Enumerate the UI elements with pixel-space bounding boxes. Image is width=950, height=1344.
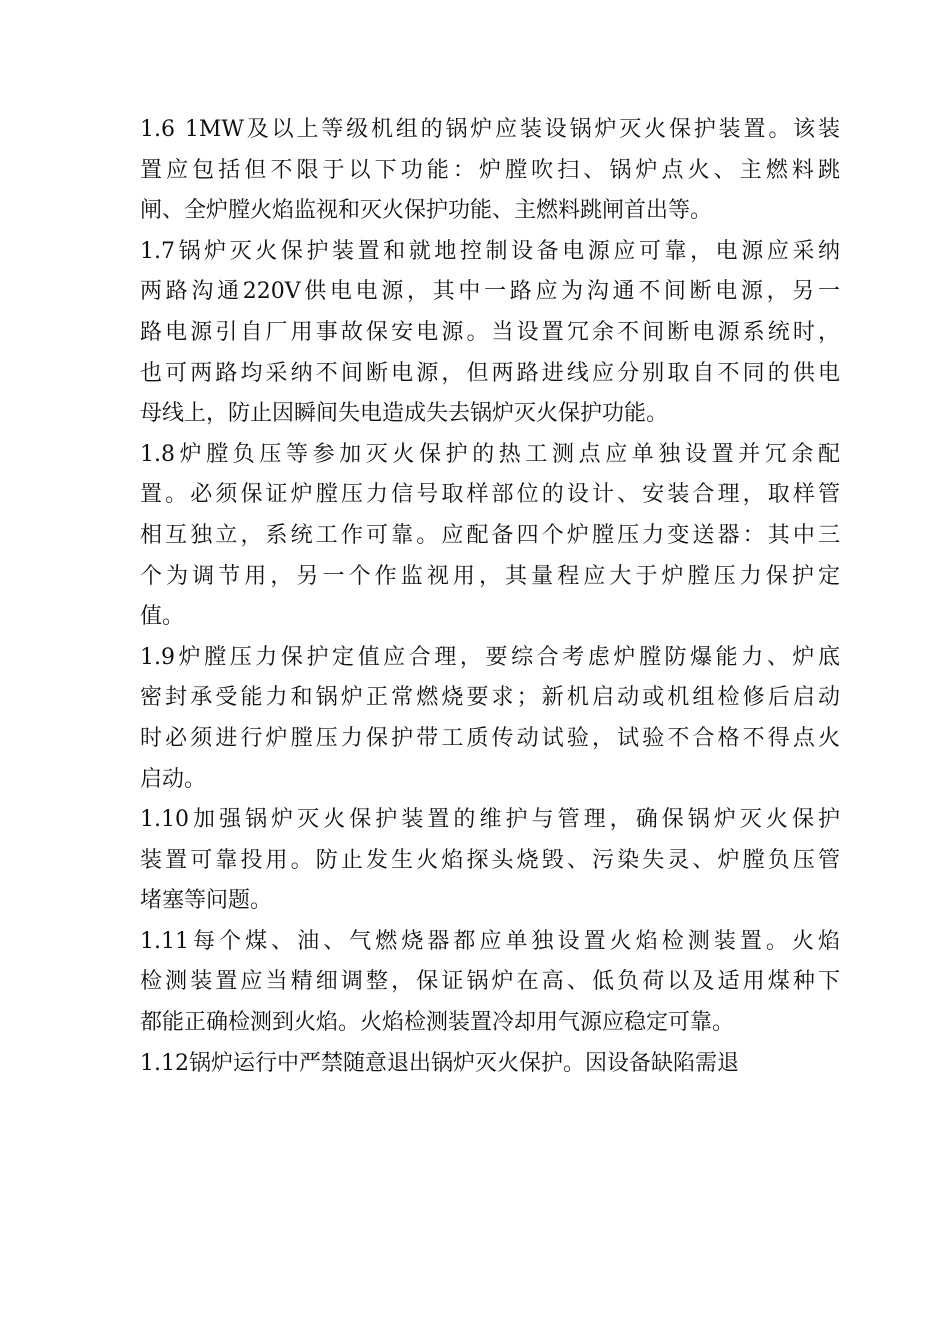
text-line: 启动。 <box>140 766 207 792</box>
text-line: 1.11每个煤、油、气燃烧器都应单独设置火焰检测装置。火焰 <box>140 928 840 954</box>
text-line: 个为调节用，另一个作监视用，其量程应大于炉膛压力保护定 <box>140 563 840 589</box>
text-line: 置。必须保证炉膛压力信号取样部位的设计、安装合理，取样管 <box>140 482 840 508</box>
text-line: 都能正确检测到火焰。火焰检测装置冷却用气源应稳定可靠。 <box>140 1010 735 1036</box>
text-line: 母线上，防止因瞬间失电造成失去锅炉灭火保护功能。 <box>140 401 669 427</box>
text-line: 路电源引自厂用事故保安电源。当设置冗余不间断电源系统时， <box>140 319 840 345</box>
text-line: 闸、全炉膛火焰监视和灭火保护功能、主燃料跳闸首出等。 <box>140 198 713 224</box>
text-line: 1.6 1MW及以上等级机组的锅炉应装设锅炉灭火保护装置。该装 <box>140 117 840 142</box>
text-line: 密封承受能力和锅炉正常燃烧要求；新机启动或机组检修后启动 <box>140 685 840 711</box>
text-line: 置应包括但不限于以下功能：炉膛吹扫、锅炉点火、主燃料跳 <box>140 157 840 183</box>
body-text <box>140 110 840 1084</box>
text-line: 1.12锅炉运行中严禁随意退出锅炉灭火保护。因设备缺陷需退 <box>140 1050 739 1076</box>
text-line: 1.9炉膛压力保护定值应合理，要综合考虑炉膛防爆能力、炉底 <box>140 644 840 670</box>
text-line: 检测装置应当精细调整，保证锅炉在高、低负荷以及适用煤种下 <box>140 969 840 995</box>
text-line: 时必须进行炉膛压力保护带工质传动试验，试验不合格不得点火 <box>140 725 840 751</box>
text-line: 装置可靠投用。防止发生火焰探头烧毁、污染失灵、炉膛负压管 <box>140 847 840 873</box>
text-line: 两路沟通220V供电电源，其中一路应为沟通不间断电源，另一 <box>140 279 840 305</box>
text-line: 1.7锅炉灭火保护装置和就地控制设备电源应可靠，电源应采纳 <box>140 238 840 264</box>
text-line: 相互独立，系统工作可靠。应配备四个炉膛压力变送器：其中三 <box>140 522 840 548</box>
text-line: 1.10加强锅炉灭火保护装置的维护与管理，确保锅炉灭火保护 <box>140 807 840 833</box>
text-line: 值。 <box>140 604 185 630</box>
text-line: 堵塞等问题。 <box>140 888 273 914</box>
text-line: 1.8炉膛负压等参加灭火保护的热工测点应单独设置并冗余配 <box>140 441 840 467</box>
text-line: 也可两路均采纳不间断电源，但两路进线应分别取自不同的供电 <box>140 360 840 386</box>
